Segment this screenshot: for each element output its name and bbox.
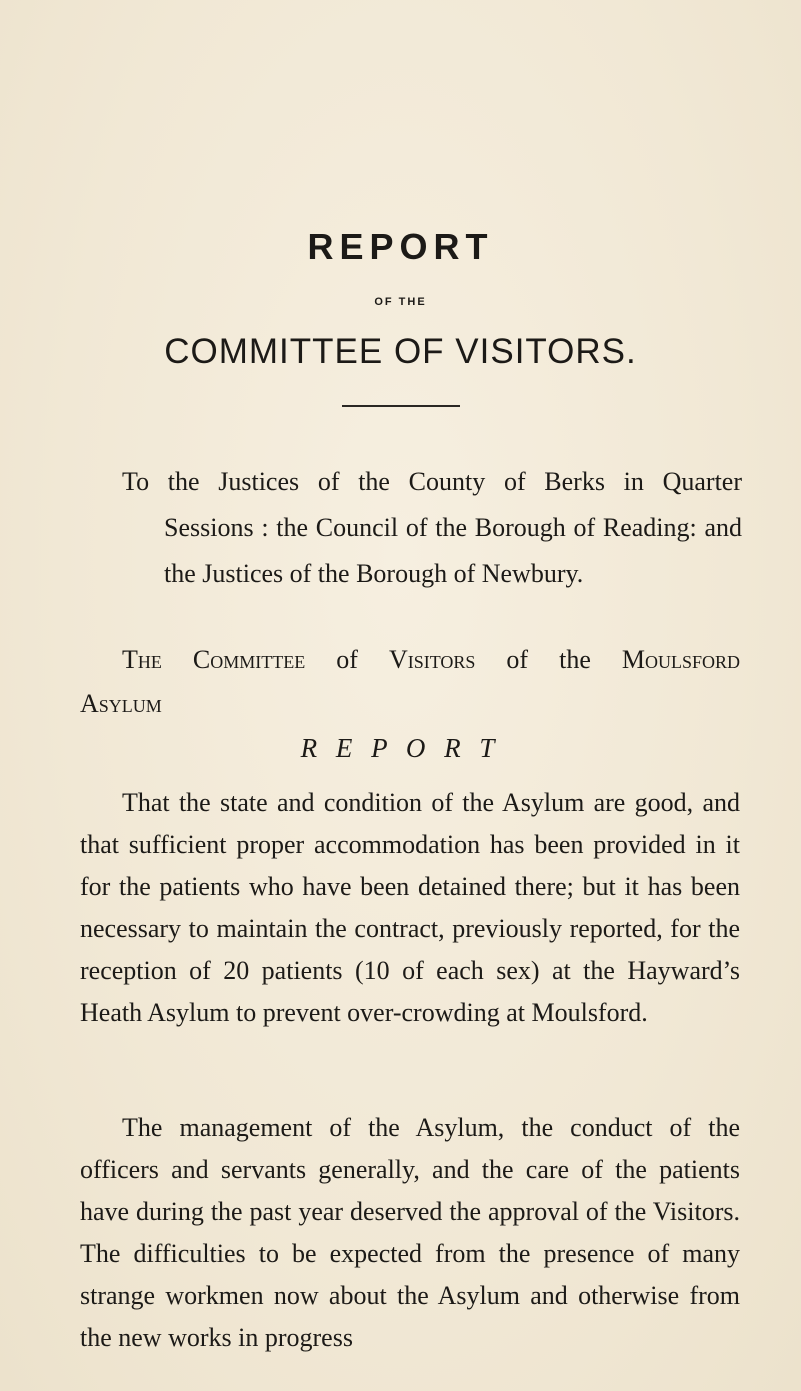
of-the-subheading: OF THE: [374, 296, 427, 308]
preamble-asylum: Asylum: [80, 689, 162, 718]
divider-rule: [342, 405, 460, 407]
address-paragraph: [122, 459, 742, 597]
preamble-of-the: of the: [506, 645, 591, 674]
preamble-of: of: [336, 645, 358, 674]
preamble-first-line: [122, 638, 740, 682]
preamble-visitors: Visitors: [388, 645, 476, 674]
address-first-line: To the Justices of the County of Berks in Quarter: [122, 467, 742, 496]
report-title: REPORT: [307, 226, 494, 267]
preamble-moulsford: Moulsford: [621, 645, 741, 674]
body-paragraph-2: The management of the Asylum, the conduct of the officers and servants generally, and the care of the patients have during the past year deserved the approval of the Visitors. The difficulties to be expected from the presence of many strange workmen now about the Asylum and otherwise from the new works in progress: [80, 1113, 740, 1352]
committee-heading: COMMITTEE OF VISITORS.: [164, 332, 637, 371]
preamble-the: The: [122, 645, 162, 674]
body-paragraph-1: That the state and condition of the Asylum are good, and that sufficient proper accommodation has been provided in it for the patients who have been detained there; but it has been necessary to maintain the contract, previously reported, for the reception of 20 patients (10 of each sex) at the Hayward’s Heath Asylum to prevent over-crowding at Moulsford.: [80, 788, 740, 1027]
preamble-paragraph: [80, 638, 740, 726]
report-italic-word: R E P O R T: [300, 733, 501, 763]
address-continuation: Sessions : the Council of the Borough of Reading: and the Justices of the Borough of Newbury.: [164, 513, 742, 588]
preamble-committee: Committee: [192, 645, 306, 674]
